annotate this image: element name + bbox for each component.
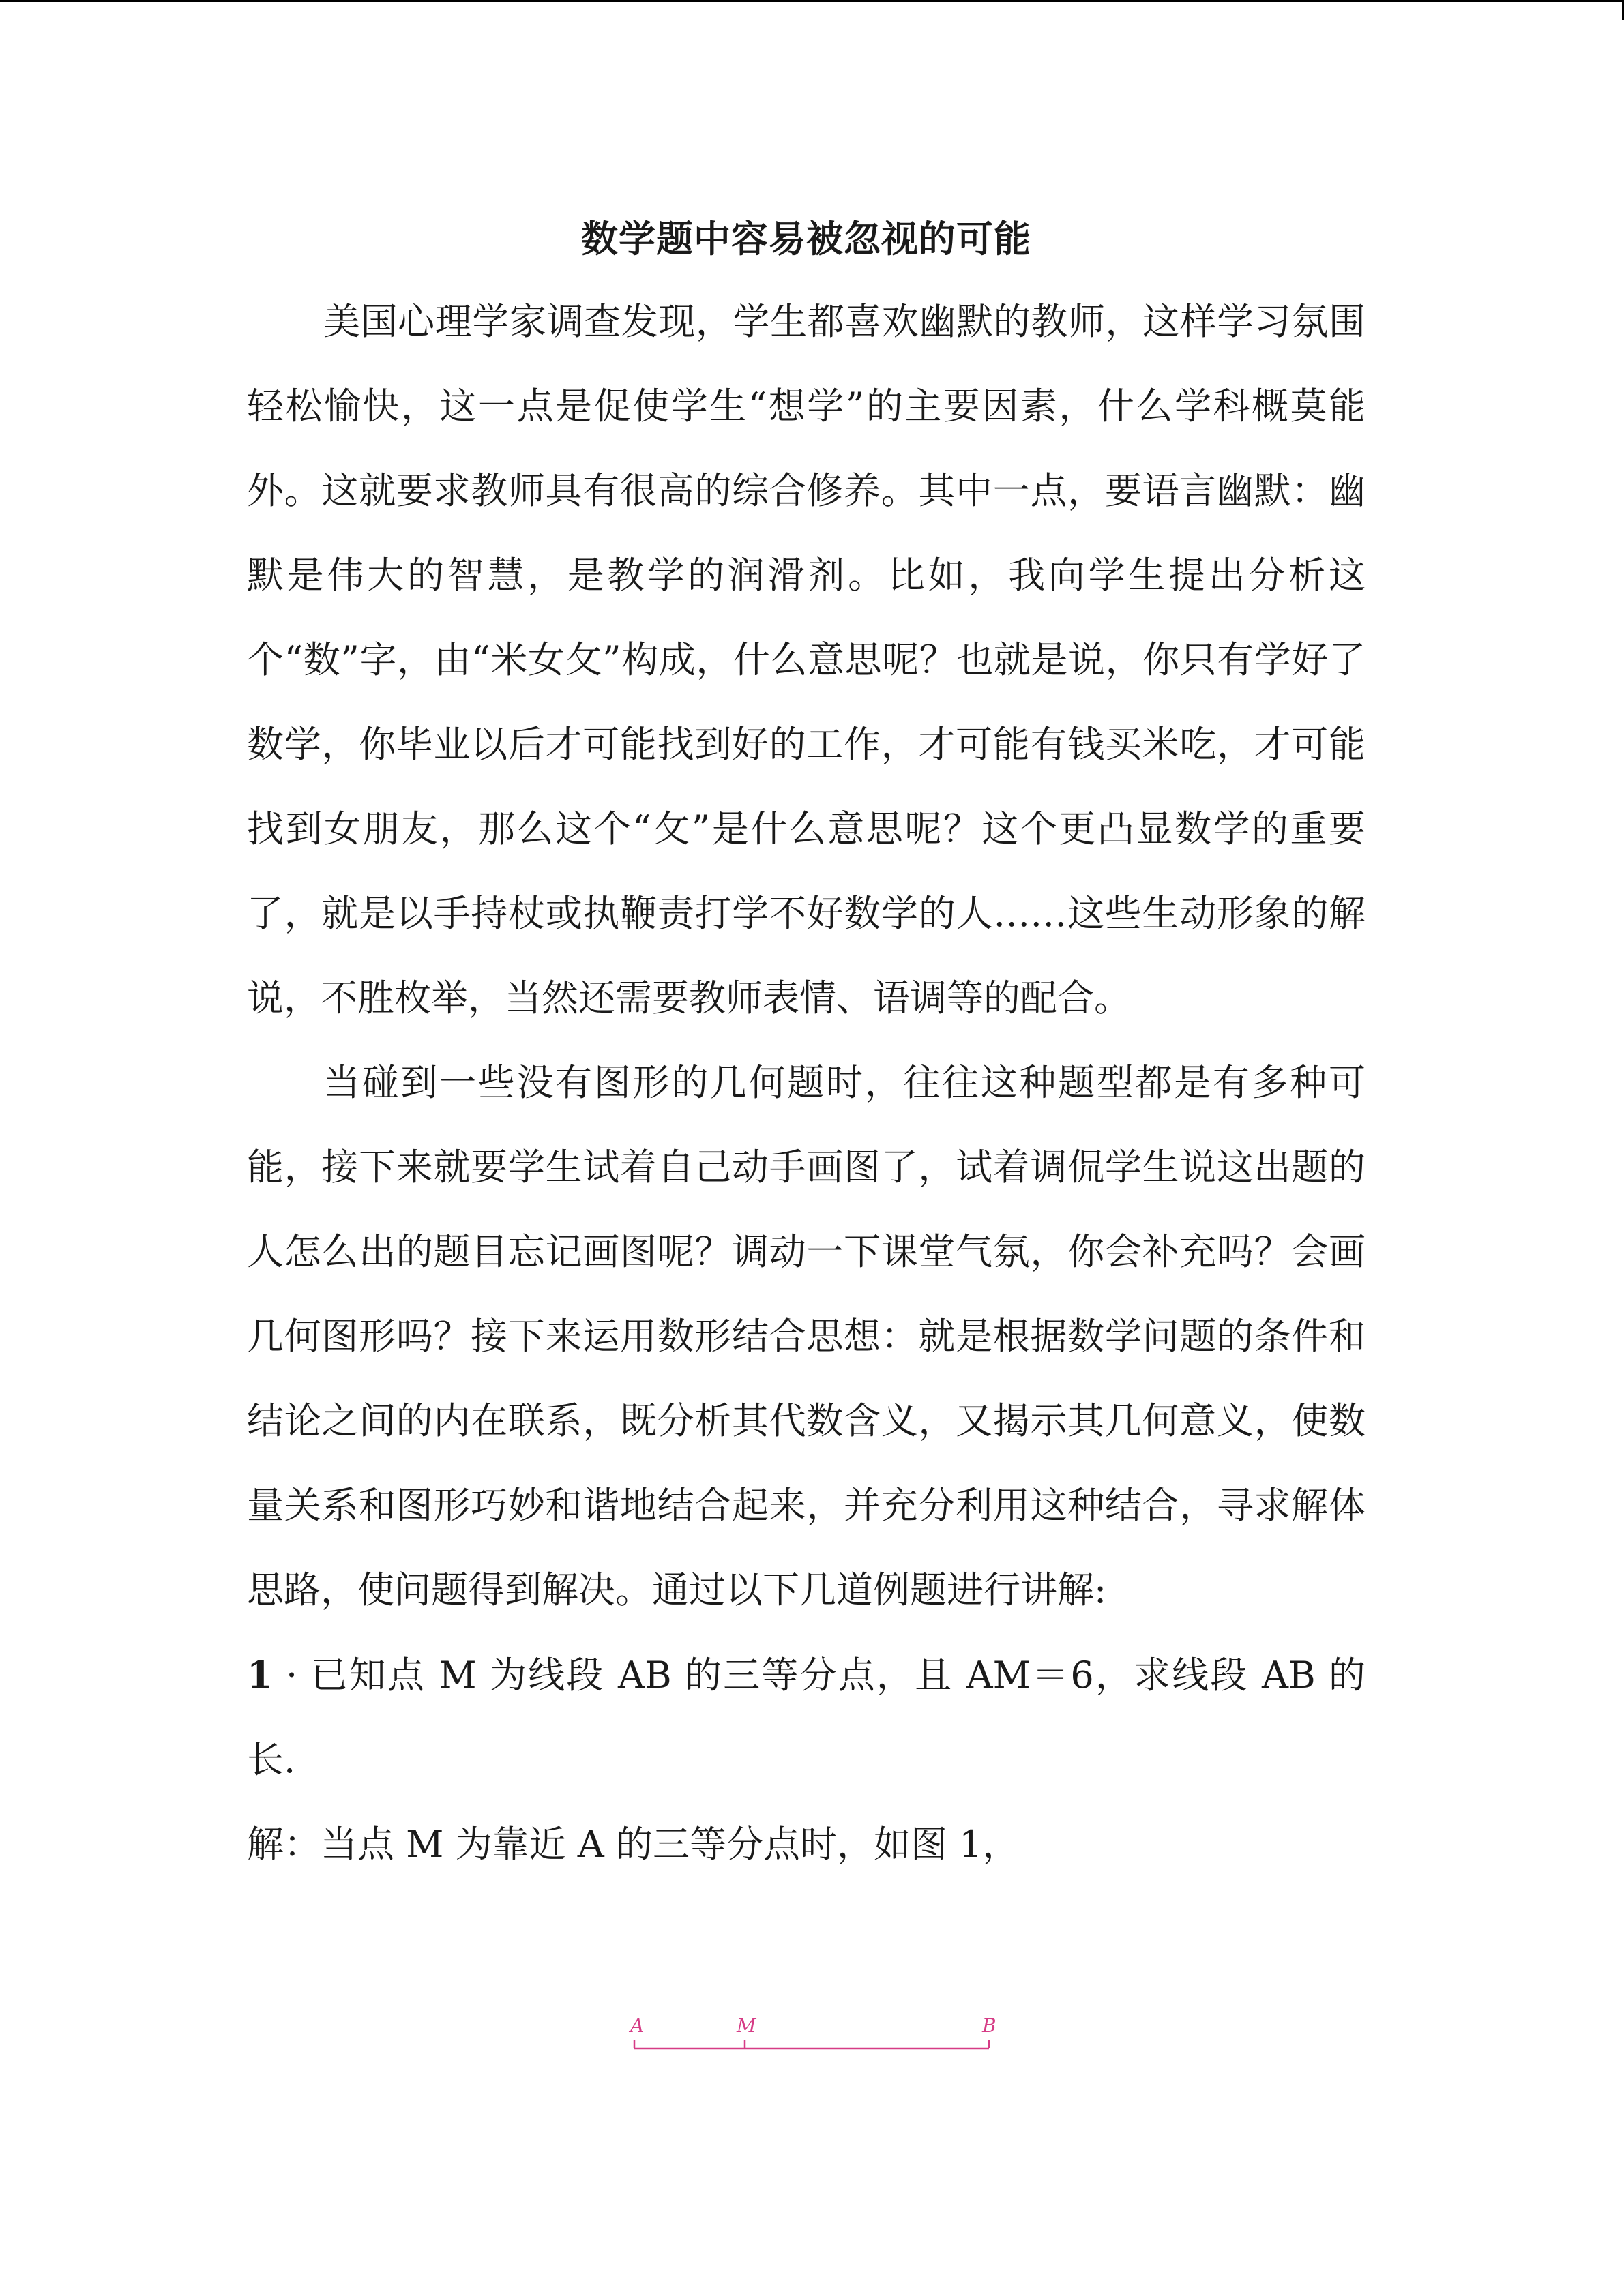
label-a: A bbox=[630, 2014, 645, 2037]
problem-statement bbox=[247, 1632, 1365, 1802]
top-border-line bbox=[0, 0, 1624, 2]
document-title: 数学题中容易被忽视的可能 bbox=[581, 217, 1031, 260]
label-m: M bbox=[737, 2014, 756, 2037]
problem-separator: · bbox=[285, 1654, 298, 1697]
segment-figure bbox=[628, 2005, 1009, 2059]
paragraph-humor: 美国心理学家调查发现，学生都喜欢幽默的教师，这样学习氛围轻松愉快，这一点是促使学生“想学”的主要因素，什么学科概莫能外。这就要求教师具有很高的综合修养。其中一点，要语言幽默：幽默是伟大的智慧，是教学的润滑剂。比如，我向学生提出分析这个“数”字，由“米女攵”构成，什么意思呢？也就是说，你只有学好了数学，你毕业以后才可能找到好的工作，才可能有钱买米吃，才可能找到女朋友，那么这个“攵”是什么意思呢？这个更凸显数学的重要了，就是以手持杖或执鞭责打学不好数学的人……这些生动形象的解说，不胜枚举，当然还需要教师表情、语调等的配合。 bbox=[247, 300, 1365, 1019]
problem-number: 1 bbox=[247, 1653, 273, 1697]
solution-line: 解：当点 M 为靠近 A 的三等分点时，如图 1， bbox=[247, 1823, 1020, 1866]
problem-text: 已知点 M 为线段 AB 的三等分点，且 AM＝6，求线段 AB 的长. bbox=[247, 1654, 1365, 1781]
paragraph-geometry: 当碰到一些没有图形的几何题时，往往这种题型都是有多种可能，接下来就要学生试着自己动手画图了，试着调侃学生说这出题的人怎么出的题目忘记画图呢？调动一下课堂气氛，你会补充吗？会画几何图形吗？接下来运用数形结合思想：就是根据数学问题的条件和结论之间的内在联系，既分析其代数含义，又揭示其几何意义，使数量关系和图形巧妙和谐地结合起来，并充分利用这种结合，寻求解体思路，使问题得到解决。通过以下几道例题进行讲解: bbox=[247, 1061, 1365, 1611]
document-page bbox=[247, 198, 1365, 1887]
label-b: B bbox=[982, 2014, 996, 2037]
segment-figure-svg bbox=[628, 2005, 1009, 2059]
